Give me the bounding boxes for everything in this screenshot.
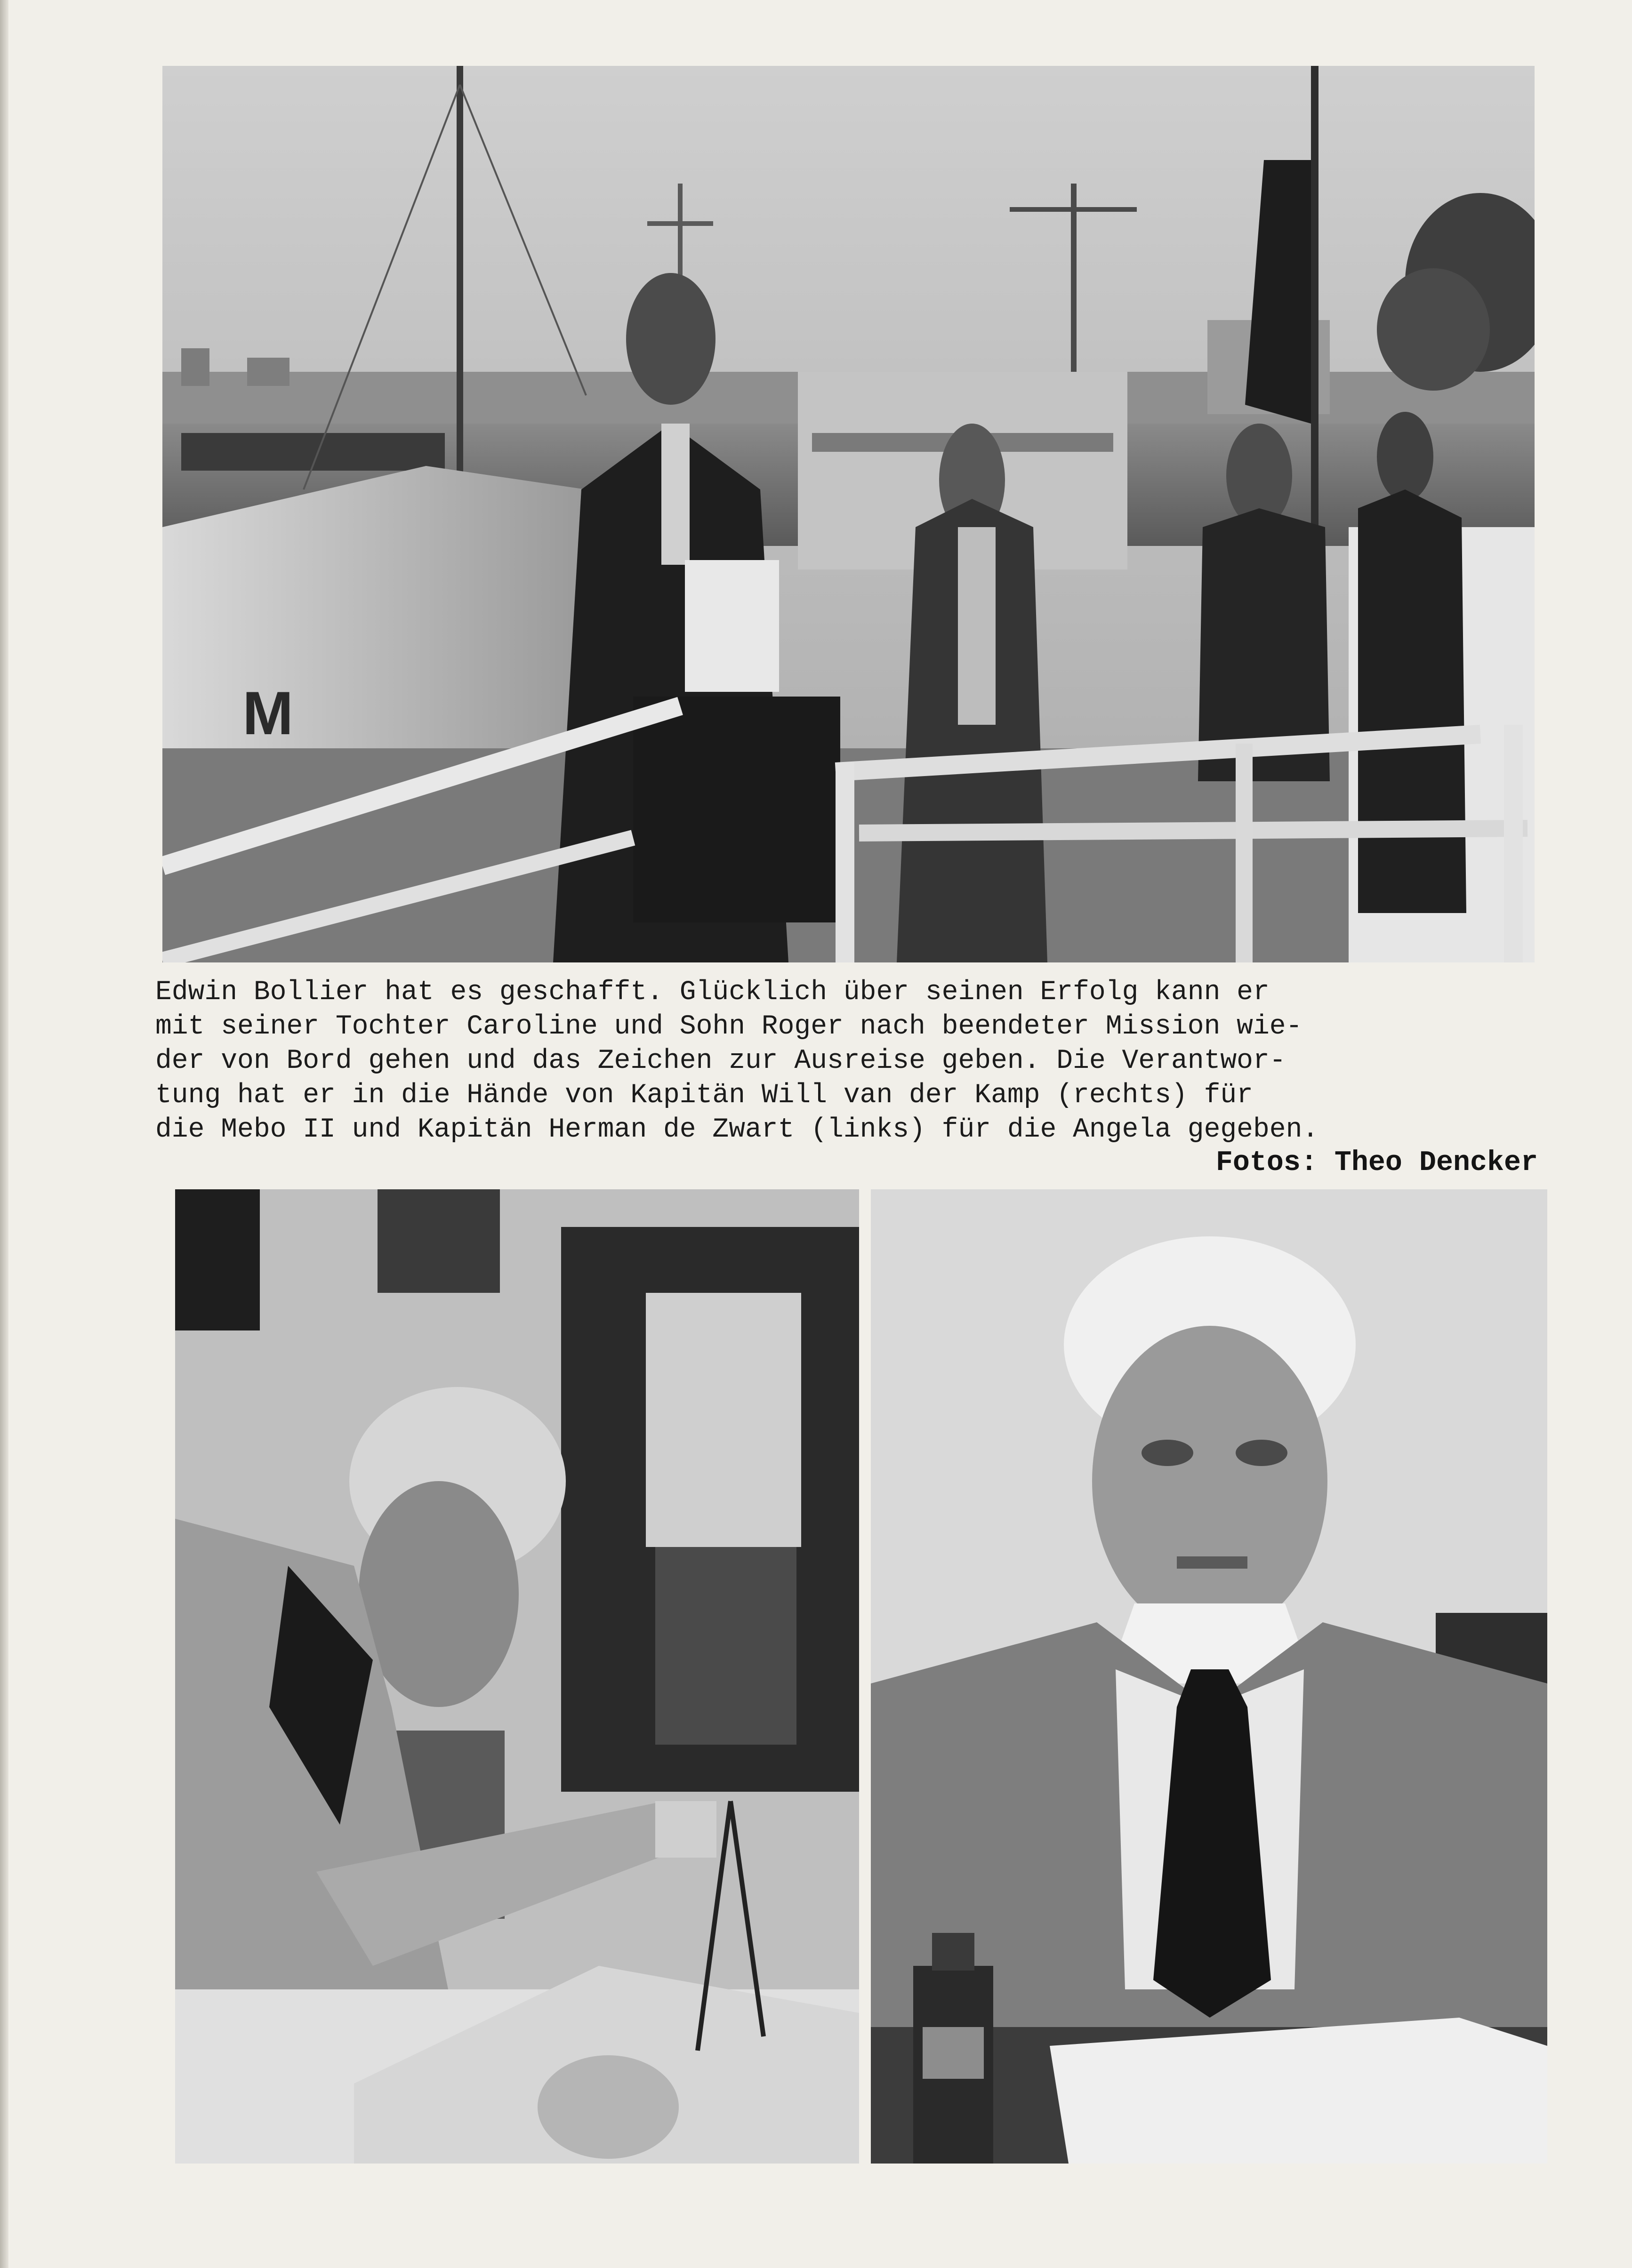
photo-caption [155,975,1542,1147]
page-edge [0,0,8,2268]
photo-harbour-group [162,66,1535,962]
hull-mark: M [242,679,294,747]
caption-line: Edwin Bollier hat es geschafft. Glücklich über seinen Erfolg kann er [155,977,1270,1008]
caption-line: der von Bord gehen und das Zeichen zur Ausreise geben. Die Verantwor- [155,1046,1286,1076]
caption-line: die Mebo II und Kapitän Herman de Zwart (links) für die Angela gegeben. [155,1114,1319,1145]
photo-captain-portrait [871,1189,1547,2164]
photo-captain-chart-table-image [175,1189,859,2164]
caption-line: tung hat er in die Hände von Kapitän Will van der Kamp (rechts) für [155,1080,1253,1111]
photo-credit: Fotos: Theo Dencker [1215,1147,1538,1179]
photo-captain-portrait-image [871,1189,1547,2164]
photo-captain-chart-table [175,1189,859,2164]
caption-line: mit seiner Tochter Caroline und Sohn Roger nach beendeter Mission wie- [155,1011,1302,1042]
photo-harbour-group-image [162,66,1535,962]
